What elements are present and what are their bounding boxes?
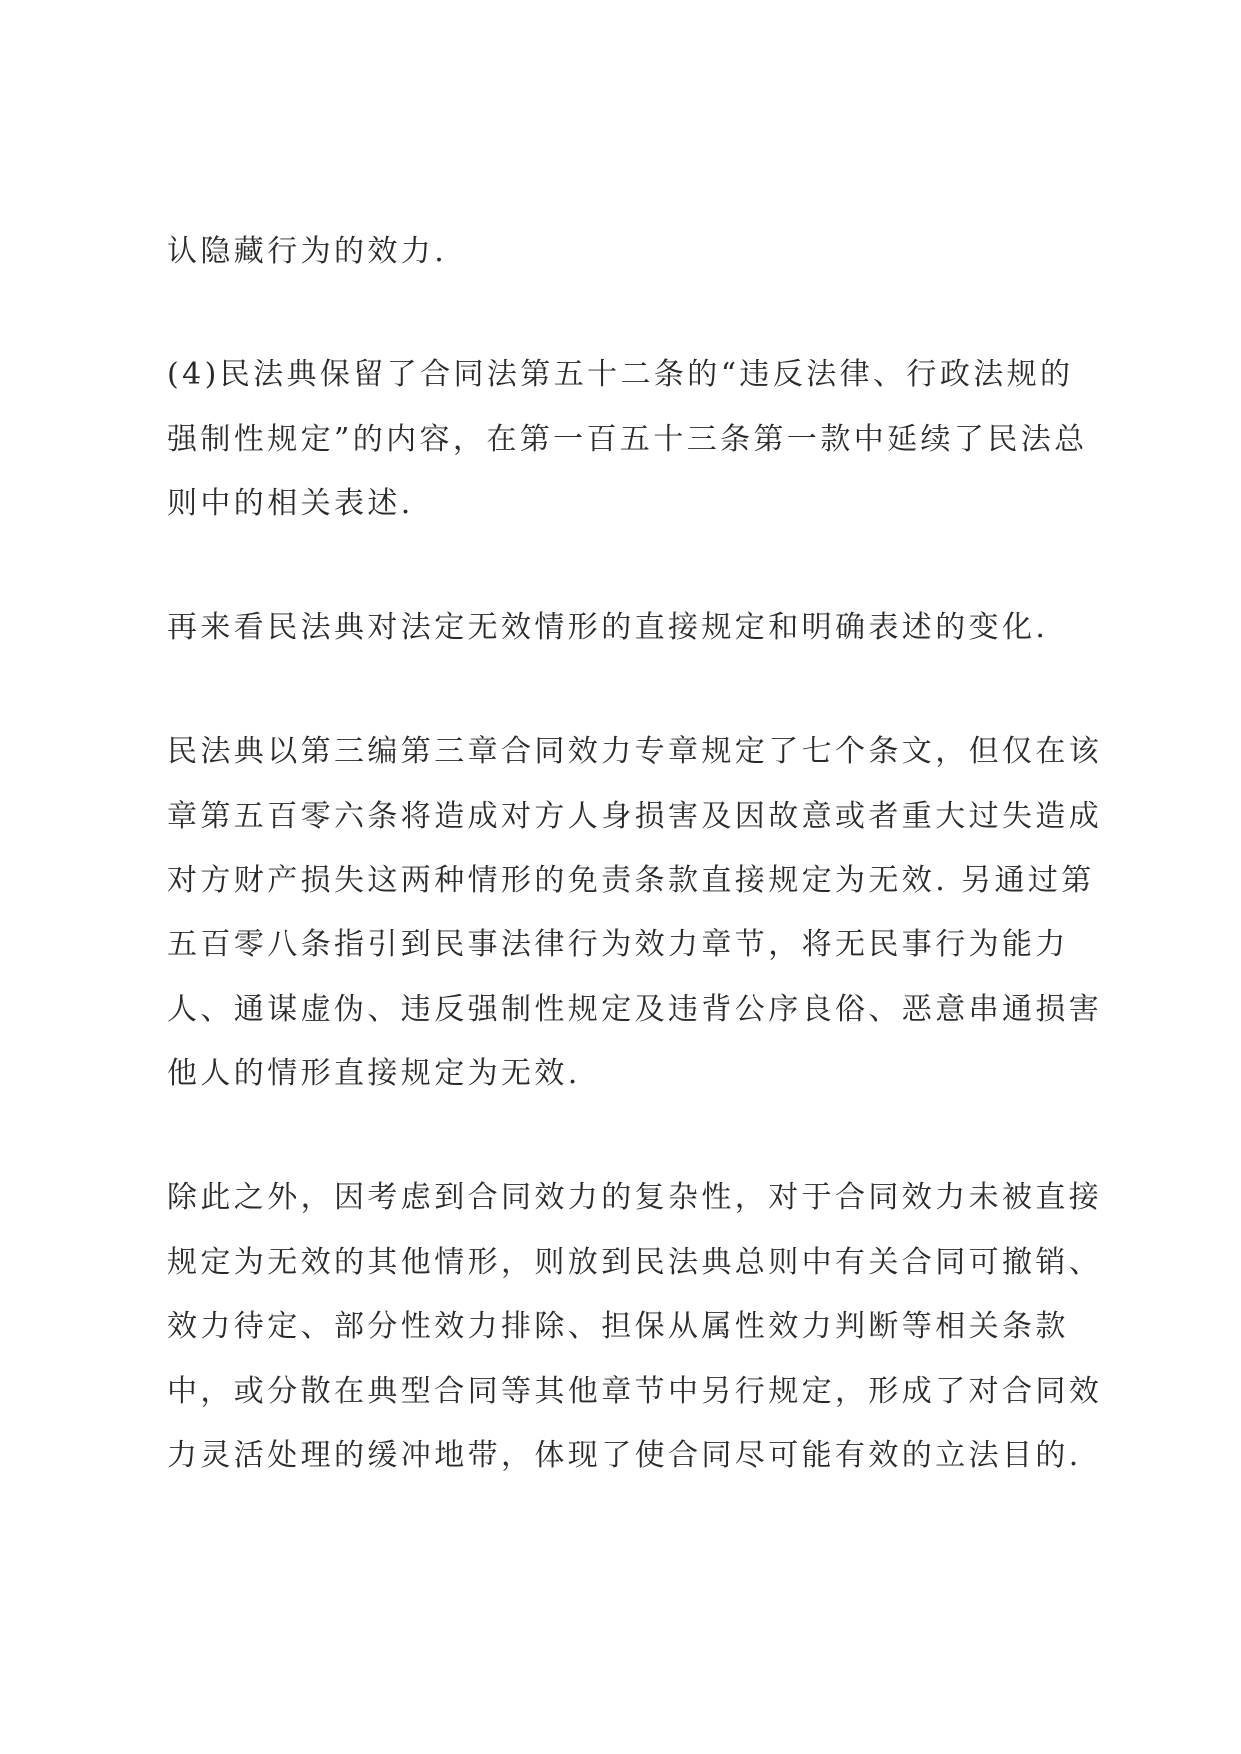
text-line: 再来看民法典对法定无效情形的直接规定和明确表述的变化. <box>167 610 1049 645</box>
text-line: 章第五百零六条将造成对方人身损害及因故意或者重大过失造成 <box>167 799 1103 834</box>
text-line: 认隐藏行为的效力. <box>167 234 448 269</box>
text-line: 效力待定、部分性效力排除、担保从属性效力判断等相关条款 <box>167 1309 1069 1344</box>
text-line: 强制性规定”的内容，在第一百五十三条第一款中延续了民法总 <box>167 422 1088 457</box>
text-line: 规定为无效的其他情形，则放到民法典总则中有关合同可撤销、 <box>167 1245 1103 1280</box>
text-line: 力灵活处理的缓冲地带，体现了使合同尽可能有效的立法目的. <box>167 1438 1082 1473</box>
text-line: (4)民法典保留了合同法第五十二条的“违反法律、行政法规的 <box>167 357 1074 392</box>
text-line: 除此之外，因考虑到合同效力的复杂性，对于合同效力未被直接 <box>167 1180 1103 1215</box>
text-line: 则中的相关表述. <box>167 486 414 521</box>
text-line: 人、通谋虚伪、违反强制性规定及违背公序良俗、恶意串通损害 <box>167 992 1103 1027</box>
text-line: 对方财产损失这两种情形的免责条款直接规定为无效. 另通过第 <box>167 863 1095 898</box>
text-line: 他人的情形直接规定为无效. <box>167 1056 581 1091</box>
text-line: 中，或分散在典型合同等其他章节中另行规定，形成了对合同效 <box>167 1374 1103 1409</box>
text-line: 五百零八条指引到民事法律行为效力章节，将无民事行为能力 <box>167 927 1069 962</box>
text-line: 民法典以第三编第三章合同效力专章规定了七个条文，但仅在该 <box>167 734 1103 769</box>
